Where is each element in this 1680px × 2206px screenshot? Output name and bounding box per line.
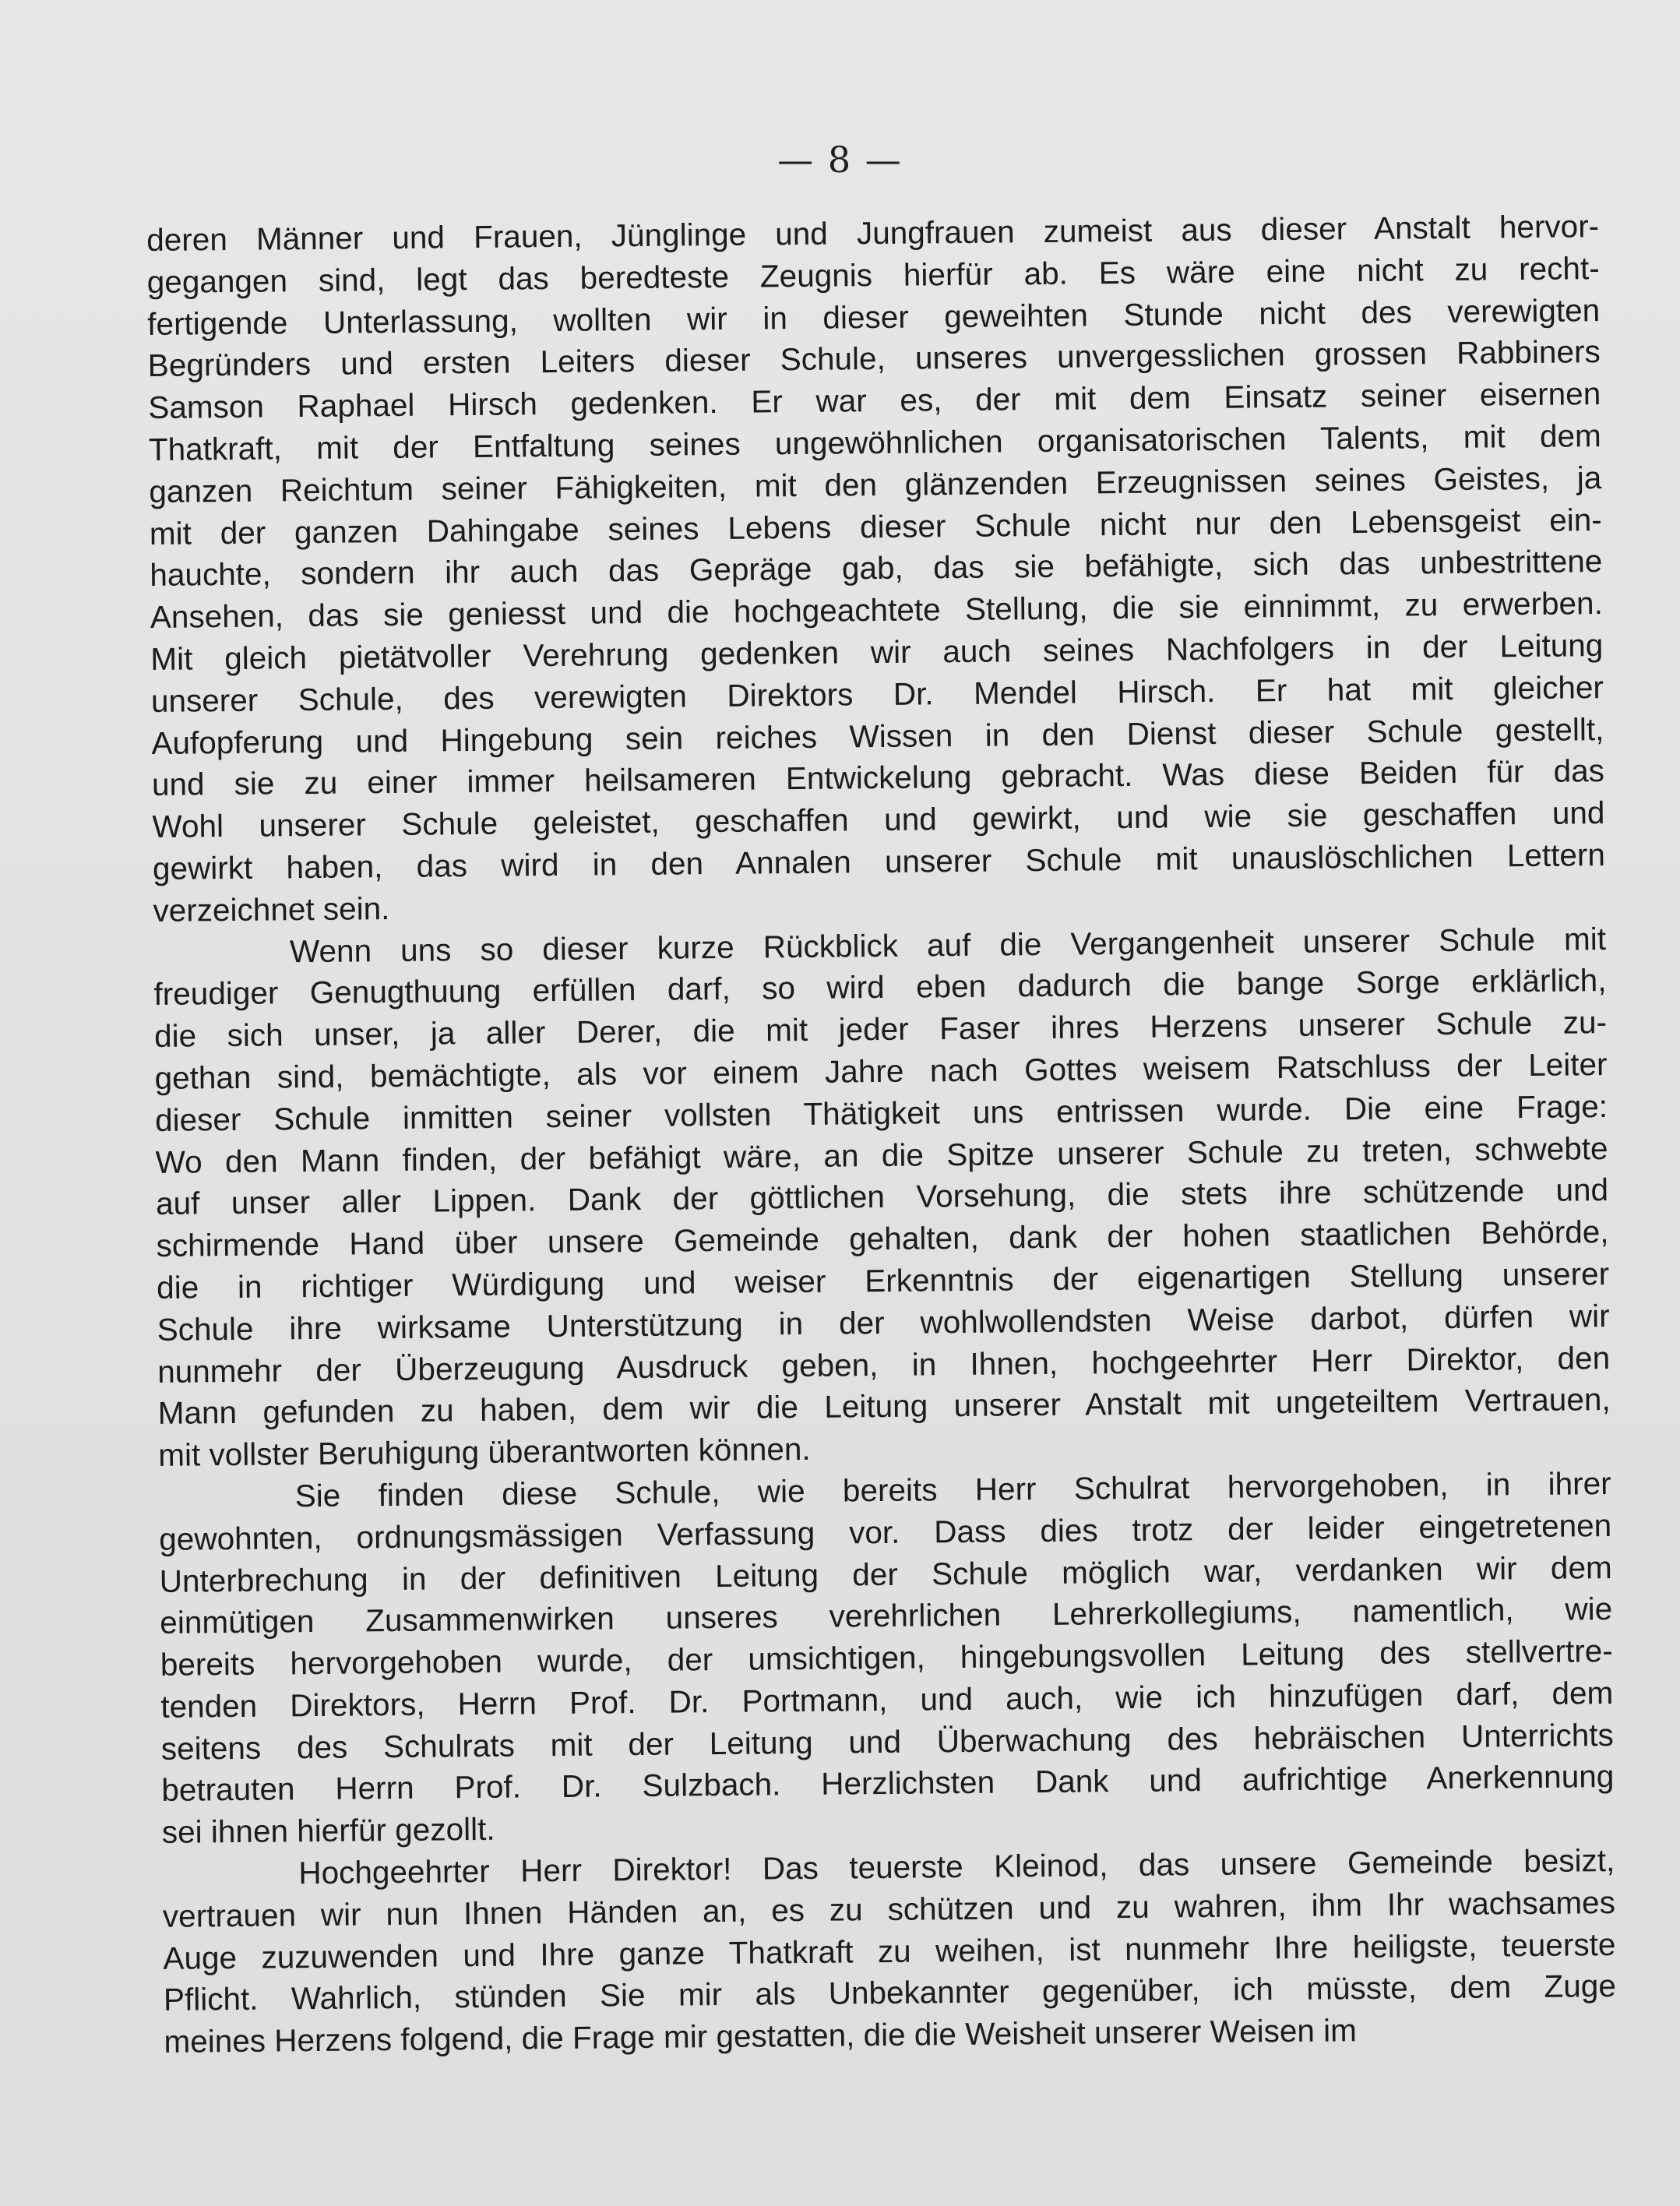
- text-line: seitens des Schulrats mit der Leitung und Überwachung des hebräischen Unterrichts: [160, 1716, 1614, 1767]
- text-line: Hochgeehrter Herr Direktor! Das teuerste Kleinod, das unsere Gemeinde besizt,: [298, 1842, 1615, 1891]
- text-line: deren Männer und Frauen, Jünglinge und Jungfrauen zumeist aus dieser Anstalt hervor-: [146, 208, 1600, 258]
- text-line: die sich unser, ja aller Derer, die mit jeder Faser ihres Herzens unserer Schule zu-: [153, 1004, 1608, 1055]
- text-line: fertigende Unterlassung, wollten wir in dieser geweihten Stunde nicht des verewigten: [147, 291, 1601, 342]
- text-line: gegangen sind, legt das beredteste Zeugnis hierfür ab. Es wäre eine nicht zu recht-: [146, 249, 1600, 300]
- paragraph: [146, 206, 1606, 932]
- text-line: und sie zu einer immer heilsameren Entwickelung gebracht. Was diese Beiden für das: [151, 752, 1605, 803]
- text-line: Wohl unserer Schule geleistet, geschaffen und gewirkt, und wie sie geschaffen und: [152, 795, 1605, 845]
- text-line: die in richtiger Würdigung und weiser Erkenntnis der eigenartigen Stellung unserer: [156, 1255, 1610, 1306]
- text-line: mit der ganzen Dahingabe seines Lebens dieser Schule nicht nur den Lebensgeist ein-: [149, 501, 1602, 552]
- text-line: bereits hervorgehoben wurde, der umsichtigen, hingebungsvollen Leitung des stellvertre-: [160, 1633, 1613, 1683]
- text-line: auf unser aller Lippen. Dank der göttlichen Vorsehung, die stets ihre schützende und: [155, 1172, 1609, 1222]
- text-line: einmütigen Zusammenwirken unseres verehrlichen Lehrerkollegiums, namentlich, wie: [160, 1591, 1613, 1641]
- text-line: mit vollster Beruhigung überantworten können.: [158, 1430, 811, 1474]
- text-line: Aufopferung und Hingebung sein reiches Wissen in den Dienst dieser Schule gestellt,: [151, 710, 1604, 761]
- text-line: Thatkraft, mit der Entfaltung seines ungewöhnlichen organisatorischen Talents, mit dem: [148, 418, 1601, 467]
- text-line: Auge zuzuwenden und Ihre ganze Thatkraft zu weihen, ist nunmehr Ihre heiligste, teuerste: [163, 1926, 1616, 1976]
- text-line: Ansehen, das sie geniesst und die hochgeachtete Stellung, die sie einnimmt, zu erwerben.: [150, 585, 1604, 636]
- text-line: schirmende Hand über unsere Gemeinde gehalten, dank der hohen staatlichen Behörde,: [156, 1214, 1609, 1264]
- paragraph: [158, 1463, 1615, 1854]
- text-line: Mit gleich pietätvoller Verehrung gedenken wir auch seines Nachfolgers in der Leitung: [150, 627, 1604, 677]
- text-line: betrauten Herrn Prof. Dr. Sulzbach. Herzlichsten Dank und aufrichtige Anerkennung: [161, 1758, 1615, 1809]
- body-text: [146, 206, 1617, 2063]
- text-line: dieser Schule inmitten seiner vollsten Thätigkeit uns entrissen wurde. Die eine Frage:: [154, 1087, 1608, 1138]
- text-line: Mann gefunden zu haben, dem wir die Leitung unserer Anstalt mit ungeteiltem Vertrauen,: [157, 1381, 1611, 1432]
- text-line: freudiger Genugthuung erfüllen darf, so wird eben dadurch die bange Sorge erklärlich,: [153, 962, 1607, 1013]
- text-line: ganzen Reichtum seiner Fähigkeiten, mit den glänzenden Erzeugnissen seines Geistes, ja: [149, 459, 1602, 509]
- text-line: vertrauen wir nun Ihnen Händen an, es zu schützen und zu wahren, ihm Ihr wachsames: [162, 1884, 1616, 1934]
- page-number: — 8 —: [777, 139, 903, 181]
- text-line: meines Herzens folgend, die Frage mir gestatten, die die Weisheit unserer Weisen im: [164, 2012, 1358, 2060]
- text-line: sei ihnen hierfür gezollt.: [161, 1811, 495, 1851]
- paragraph: [153, 918, 1611, 1477]
- text-line: tenden Direktors, Herrn Prof. Dr. Portmann, und auch, wie ich hinzufügen darf, dem: [160, 1674, 1614, 1725]
- text-line: hauchte, sondern ihr auch das Gepräge gab, das sie befähigte, sich das unbestrittene: [150, 543, 1603, 594]
- text-line: Wo den Mann finden, der befähigt wäre, an die Spitze unserer Schule zu treten, schwebte: [155, 1129, 1608, 1180]
- text-line: Unterbrechung in der definitiven Leitung der Schule möglich war, verdanken wir dem: [159, 1549, 1612, 1599]
- text-line: Begründers und ersten Leiters dieser Schule, unseres unvergesslichen grossen Rabbiners: [147, 333, 1601, 384]
- text-line: Sie finden diese Schule, wie bereits Herr Schulrat hervorgehoben, in ihrer: [294, 1464, 1611, 1514]
- text-line: Schule ihre wirksame Unterstützung in der wohlwollendsten Weise darbot, dürfen wir: [157, 1297, 1610, 1348]
- text-line: unserer Schule, des verewigten Direktors Dr. Mendel Hirsch. Er hat mit gleicher: [150, 668, 1604, 719]
- text-line: verzeichnet sein.: [153, 890, 390, 929]
- text-line: gewohnten, ordnungsmässigen Verfassung vor. Dass dies trotz der leider eingetretenen: [159, 1506, 1612, 1557]
- text-line: gewirkt haben, das wird in den Annalen unserer Schule mit unauslöschlichen Lettern: [152, 837, 1606, 886]
- paragraph: [162, 1840, 1616, 2063]
- text-line: gethan sind, bemächtigte, als vor einem Jahre nach Gottes weisem Ratschluss der Leiter: [154, 1045, 1608, 1096]
- text-line: Wenn uns so dieser kurze Rückblick auf die Vergangenheit unserer Schule mit: [289, 920, 1607, 969]
- text-line: Pflicht. Wahrlich, stünden Sie mir als Unbekannter gegenüber, ich müsste, dem Zuge: [163, 1968, 1617, 2018]
- text-line: nunmehr der Überzeugung Ausdruck geben, in Ihnen, hochgeehrter Herr Direktor, den: [157, 1339, 1611, 1390]
- text-line: Samson Raphael Hirsch gedenken. Er war es, der mit dem Einsatz seiner eisernen: [148, 375, 1601, 426]
